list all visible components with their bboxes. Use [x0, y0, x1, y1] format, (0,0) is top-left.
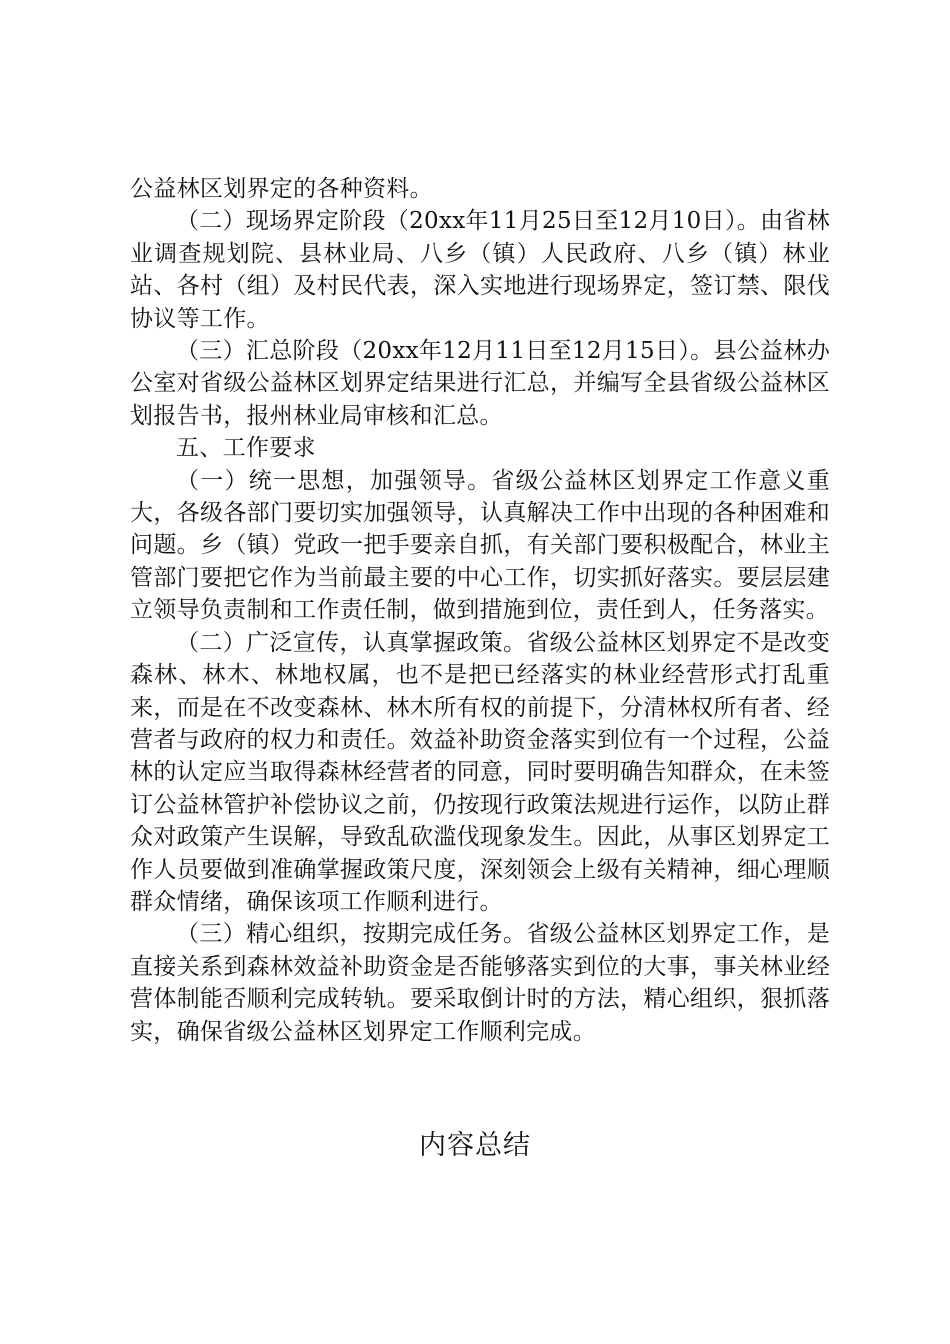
section-heading-work-requirements: 五、工作要求	[176, 435, 316, 462]
document-body	[130, 173, 830, 1048]
paragraph-careful-organization: （三）精心组织，按期完成任务。省级公益林区划界定工作，是直接关系到森林效益补助资金是否能够落实到位的大事，事关林业经营体制能否顺利完成转轨。要采取倒计时的方法，精心组织，狠抓落实，确保省级公益林区划界定工作顺利完成。	[130, 921, 830, 1045]
paragraph-unify-thinking: （一）统一思想，加强领导。省级公益林区划界定工作意义重大，各级各部门要切实加强领导，认真解决工作中出现的各种困难和问题。乡（镇）党政一把手要亲自抓，有关部门要积极配合，林业主管部门要把它作为当前最主要的中心工作，切实抓好落实。要层层建立领导负责制和工作责任制，做到措施到位，责任到人，任务落实。	[130, 467, 830, 624]
paragraph-publicity-policy: （二）广泛宣传，认真掌握政策。省级公益林区划界定不是改变森林、林木、林地权属，也不是把已经落实的林业经营形式打乱重来，而是在不改变森林、林木所有权的前提下，分清林权所有者、经营者与政府的权力和责任。效益补助资金落实到位有一个过程，公益林的认定应当取得森林经营者的同意，同时要明确告知群众，在未签订公益林管护补偿协议之前，仍按现行政策法规进行运作，以防止群众对政策产生误解，导致乱砍滥伐现象发生。因此，从事区划界定工作人员要做到准确掌握政策尺度，深刻领会上级有关精神，细心理顺群众情绪，确保该项工作顺利进行。	[130, 629, 830, 915]
paragraph-onsite-stage: （二）现场界定阶段（20xx年11月25日至12月10日）。由省林业调查规划院、县林业局、八乡（镇）人民政府、八乡（镇）林业站、各村（组）及村民代表，深入实地进行现场界定，签订禁、限伐协议等工作。	[130, 208, 830, 332]
summary-title: 内容总结	[419, 1130, 531, 1161]
paragraph-continuation: 公益林区划界定的各种资料。	[130, 176, 433, 202]
paragraph-summary-stage: （三）汇总阶段（20xx年12月11日至12月15日）。县公益林办公室对省级公益林区划界定结果进行汇总，并编写全县省级公益林区划报告书，报州林业局审核和汇总。	[130, 338, 830, 429]
